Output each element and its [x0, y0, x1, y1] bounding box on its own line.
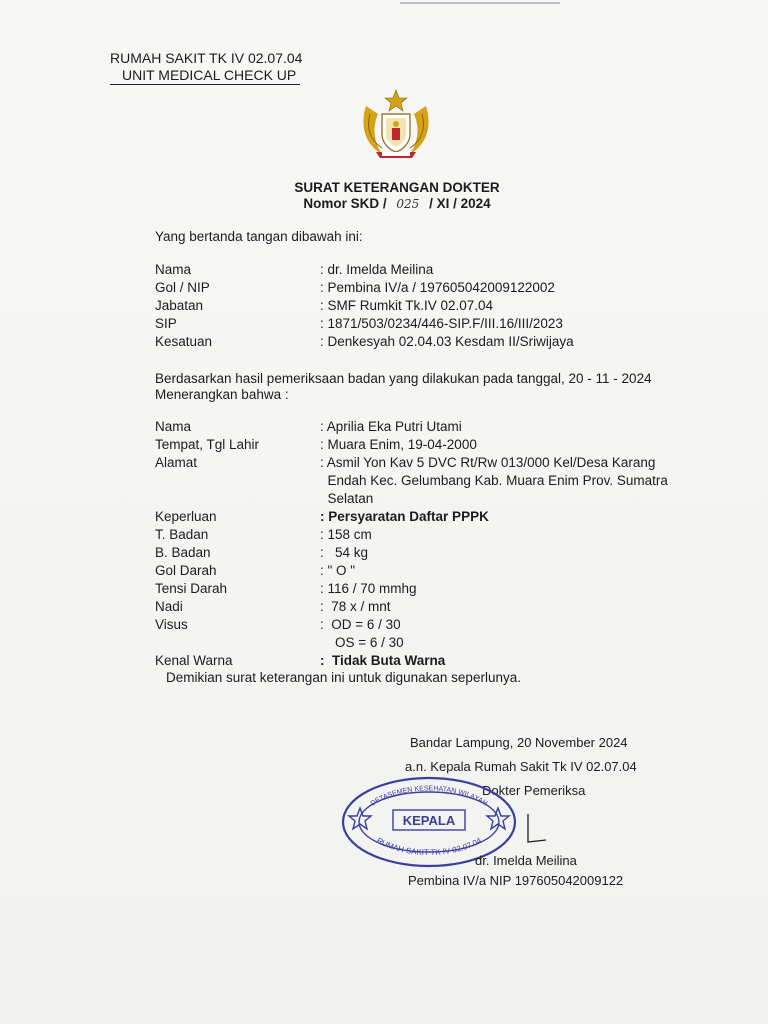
field-label: Visus — [155, 617, 188, 632]
scan-edge-mark — [400, 2, 560, 4]
field-label: Kesatuan — [155, 334, 213, 349]
intro-text: Yang bertanda tangan dibawah ini: — [155, 229, 363, 244]
handwritten-number: 025 — [396, 197, 420, 211]
field-label: B. Badan — [155, 545, 211, 560]
field-value: : Persyaratan Daftar PPPK — [320, 509, 489, 524]
field-value: : Denkesyah 02.04.03 Kesdam II/Sriwijaya — [320, 334, 574, 349]
field-value: : dr. Imelda Meilina — [320, 262, 434, 277]
field-value: : 158 cm — [320, 527, 372, 542]
field-label: Nadi — [155, 599, 183, 614]
field-value: Endah Kec. Gelumbang Kab. Muara Enim Prov. Sumatra — [320, 473, 668, 488]
number-prefix: Nomor SKD / — [303, 196, 387, 211]
signer-role: Dokter Pemeriksa — [482, 783, 586, 798]
statement-line-2: Menerangkan bahwa : — [155, 387, 289, 402]
field-label: Gol Darah — [155, 563, 217, 578]
hospital-name: RUMAH SAKIT TK IV 02.07.04 — [110, 50, 303, 66]
field-label: Keperluan — [155, 509, 217, 524]
field-value: : 54 kg — [320, 545, 369, 560]
field-label: SIP — [155, 316, 177, 331]
field-label: Tempat, Tgl Lahir — [155, 437, 260, 452]
number-suffix: / XI / 2024 — [429, 196, 491, 211]
place-date: Bandar Lampung, 20 November 2024 — [410, 735, 628, 750]
military-emblem-icon — [356, 84, 436, 164]
field-label: Nama — [155, 419, 192, 434]
field-value: : 1871/503/0234/446-SIP.F/III.16/III/2023 — [320, 316, 563, 331]
field-value: : 116 / 70 mmhg — [320, 581, 417, 596]
document-number — [0, 196, 768, 211]
field-value: : Pembina IV/a / 197605042009122002 — [320, 280, 555, 295]
document-title: SURAT KETERANGAN DOKTER — [294, 180, 500, 195]
field-label: Jabatan — [155, 298, 204, 313]
field-value: : OD = 6 / 30 — [320, 617, 401, 632]
letterhead — [110, 50, 302, 85]
field-value: : Tidak Buta Warna — [320, 653, 446, 668]
field-label: T. Badan — [155, 527, 209, 542]
stamp-bottom-text: RUMAH SAKIT TK IV 02.07.04 — [375, 835, 483, 858]
signer-name: dr. Imelda Meilina — [475, 853, 577, 868]
field-value: OS = 6 / 30 — [320, 635, 404, 650]
field-value: : Asmil Yon Kav 5 DVC Rt/Rw 013/000 Kel/Desa Karang — [320, 455, 656, 470]
svg-text:RUMAH SAKIT TK IV 02.07.04 — [375, 836, 483, 857]
field-label: Kenal Warna — [155, 653, 233, 668]
field-value: : Muara Enim, 19-04-2000 — [320, 437, 477, 452]
unit-name: UNIT MEDICAL CHECK UP — [110, 67, 300, 85]
statement-line-1: Berdasarkan hasil pemeriksaan badan yang dilakukan pada tanggal, 20 - 11 - 2024 — [155, 371, 652, 386]
closing-text: Demikian surat keterangan ini untuk digunakan seperlunya. — [166, 670, 521, 685]
signer-rank-nip: Pembina IV/a NIP 197605042009122 — [408, 873, 624, 888]
signature-mark-icon — [522, 810, 552, 850]
field-value: : Aprilia Eka Putri Utami — [320, 419, 462, 434]
field-label: Tensi Darah — [155, 581, 228, 596]
stamp-center-text: KEPALA — [402, 813, 456, 828]
stamp-top-text: DETASEMEN KESEHATAN WILAYAH — [369, 785, 489, 808]
field-label: Nama — [155, 262, 192, 277]
field-label: Gol / NIP — [155, 280, 210, 295]
field-label: Alamat — [155, 455, 198, 470]
field-value: : SMF Rumkit Tk.IV 02.07.04 — [320, 298, 494, 313]
svg-text:DETASEMEN KESEHATAN WILAYAH — [370, 785, 489, 807]
field-value: : " O " — [320, 563, 356, 578]
on-behalf-of: a.n. Kepala Rumah Sakit Tk IV 02.07.04 — [405, 759, 637, 774]
field-value: : 78 x / mnt — [320, 599, 391, 614]
field-value: Selatan — [320, 491, 374, 506]
